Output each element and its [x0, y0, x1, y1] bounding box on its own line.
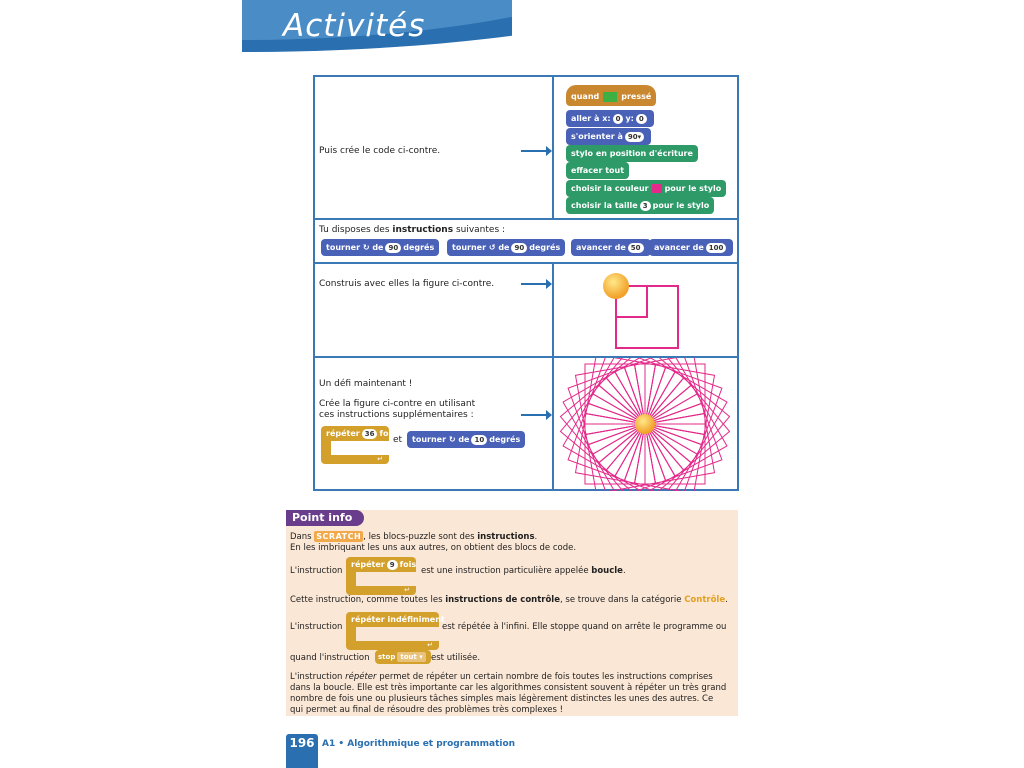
turn-left-block: tourner ↺ de 90 degrés: [447, 239, 565, 256]
clear-block: effacer tout: [566, 162, 629, 179]
sprite-icon: [635, 414, 655, 434]
point-info-tag: Point info: [286, 510, 364, 526]
rotate-ccw-icon: ↺: [488, 243, 496, 252]
info-text: L'instruction: [290, 566, 343, 576]
chapter-title: A1 • Algorithmique et programmation: [322, 739, 516, 749]
info-text: est une instruction particulière appelée boucle.: [421, 566, 626, 576]
scratch-logo: SCRATCH: [316, 532, 362, 541]
arrow-icon: [521, 414, 547, 416]
goto-block: aller à x: 0 y: 0: [566, 110, 654, 127]
info-text: est utilisée.: [431, 653, 481, 663]
info-text: quand l'instruction: [290, 653, 370, 663]
row-challenge: Un défi maintenant ! Crée la figure ci-contre en utilisant ces instructions supplémentaires : répéter 36 fois ↵ et tourner ↻ de 10 degrés: [315, 358, 737, 491]
pen-size-block: choisir la taille 3 pour le stylo: [566, 197, 714, 214]
spirograph-figure: [554, 358, 739, 491]
info-paragraph: Cette instruction, comme toutes les instructions de contrôle, se trouve dans la catégorie Contrôle.: [290, 595, 728, 605]
turn-10-block: tourner ↻ de 10 degrés: [407, 431, 525, 448]
flag-icon: [603, 92, 617, 102]
rotate-cw-icon: ↻: [448, 435, 456, 444]
instructions-intro: Tu disposes des instructions suivantes :: [319, 225, 506, 235]
turn-right-block: tourner ↻ de 90 degrés: [321, 239, 439, 256]
pen-color-block: choisir la couleur pour le stylo: [566, 180, 726, 197]
info-paragraph: L'instruction répéter permet de répéter un certain nombre de fois toutes les instructions comprises: [290, 672, 713, 682]
info-text: nombre de fois une ou plusieurs tâches simples mais légèrement distinctes les unes des autres. Ce: [290, 694, 714, 704]
info-paragraph: En les imbriquant les uns aux autres, on obtient des blocs de code.: [290, 543, 577, 553]
info-text: L'instruction: [290, 622, 343, 632]
color-swatch: [652, 184, 662, 193]
info-text: qui permet au final de résoudre des problèmes très complexes !: [290, 705, 564, 715]
rotate-cw-icon: ↻: [362, 243, 370, 252]
info-text: est répétée à l'infini. Elle stoppe quand on arrête le programme ou: [442, 622, 727, 632]
row-figure: [315, 264, 737, 358]
move-50-block: avancer de 50: [571, 239, 651, 256]
move-100-block: avancer de 100: [649, 239, 733, 256]
point-direction-block: s'orienter à 90▾: [566, 128, 651, 145]
row-instructions: [315, 220, 737, 264]
instruction-text: Puis crée le code ci-contre.: [319, 146, 441, 156]
info-text: dans la boucle. Elle est très importante car les algorithmes consistent souvent à répéter un très grand: [290, 683, 727, 693]
challenge-text: ces instructions supplémentaires :: [319, 410, 474, 420]
squares-figure: [554, 264, 739, 356]
when-flag-block: quand pressé: [566, 85, 656, 106]
challenge-text: Crée la figure ci-contre en utilisant: [319, 399, 476, 409]
sprite-icon: [603, 273, 629, 299]
pen-down-block: stylo en position d'écriture: [566, 145, 698, 162]
page-title: Activités: [283, 8, 426, 44]
arrow-icon: [521, 150, 547, 152]
and-text: et: [393, 435, 403, 445]
instruction-text: Construis avec elles la figure ci-contre.: [319, 279, 495, 289]
page-number: 196: [286, 734, 318, 768]
info-paragraph: Dans SCRATCH , les blocs-puzzle sont des instructions.: [290, 532, 538, 542]
challenge-title: Un défi maintenant !: [319, 379, 413, 389]
arrow-icon: [521, 283, 547, 285]
activity-table: [313, 75, 739, 491]
row-code: [315, 77, 737, 220]
stop-block: stop tout ▾: [375, 650, 431, 664]
